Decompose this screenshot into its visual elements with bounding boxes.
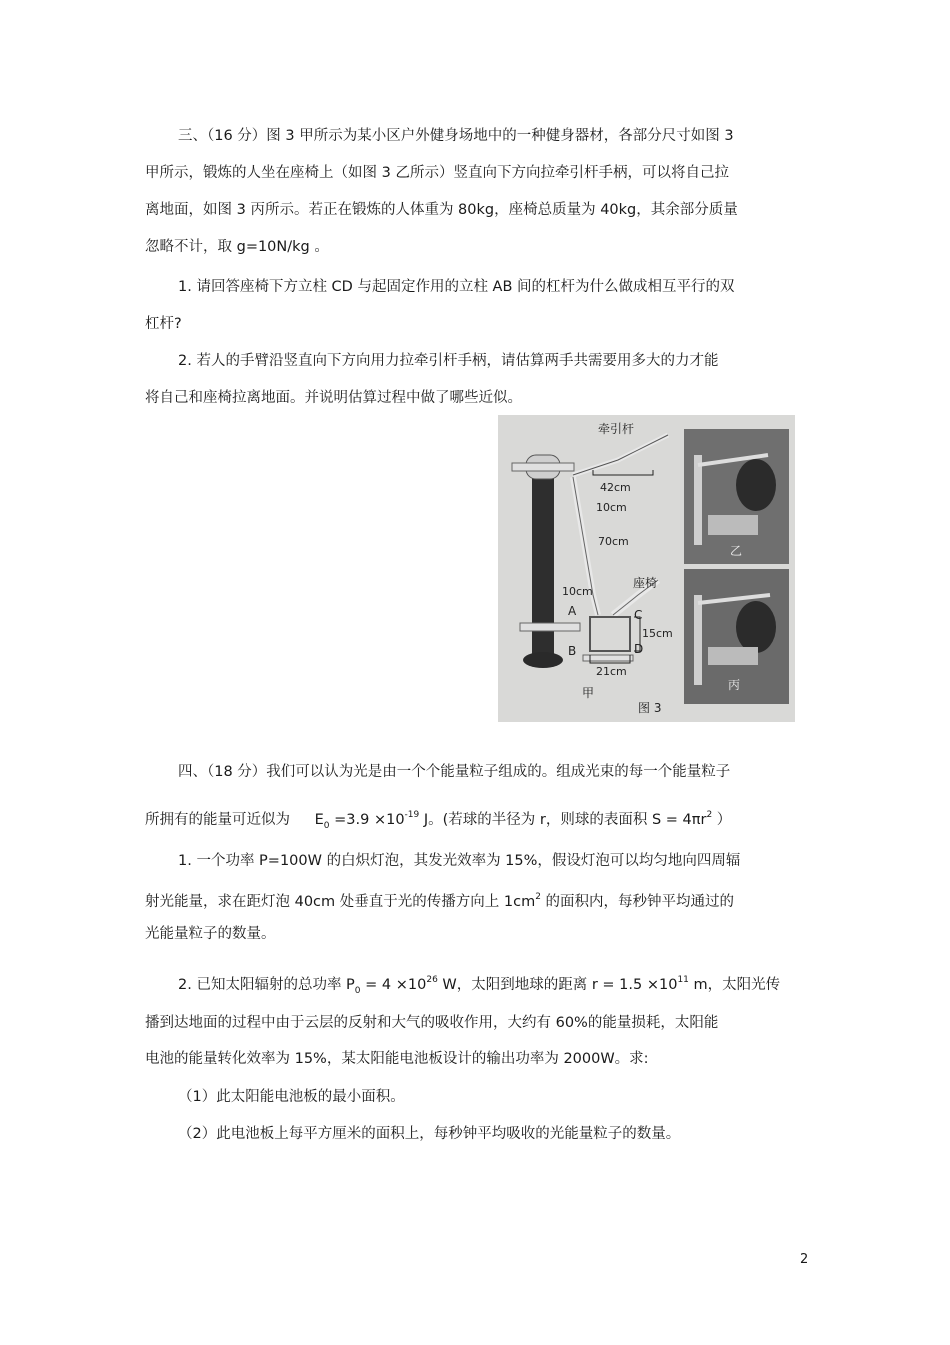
- top-bar: [512, 463, 574, 471]
- figure-caption: 图 3: [638, 701, 662, 715]
- q3-part-2-line-1: 2. 若人的手臂沿竖直向下方向用力拉牵引杆手柄，请估算两手共需要用多大的力才能: [178, 353, 719, 369]
- energy-value: =3.9 ×10: [329, 812, 405, 828]
- q4-part-1-line-1: 1. 一个功率 P=100W 的白炽灯泡，其发光效率为 15%，假设灯泡可以均匀地向四周辐: [178, 853, 741, 869]
- point-a: A: [568, 604, 577, 618]
- q4-part-1-line-2-text: 射光能量，求在距灯泡 40cm 处垂直于光的传播方向上 1cm: [145, 894, 536, 910]
- area-exponent: 2: [706, 810, 713, 820]
- pull-rod: [573, 435, 668, 475]
- label-seat: 座椅: [633, 576, 658, 590]
- power-subscript: 0: [354, 986, 361, 996]
- caption-yi: 乙: [730, 544, 743, 558]
- caption-jia: 甲: [582, 686, 595, 700]
- q4-line-2-prefix: 所拥有的能量可近似为: [145, 812, 290, 828]
- dim-10cm-top: 10cm: [596, 501, 627, 514]
- q3-line-4: 忽略不计，取 g=10N/kg 。: [145, 239, 329, 255]
- q4-line-2: [145, 805, 731, 836]
- power-exponent: 26: [426, 975, 438, 985]
- energy-symbol: E: [314, 812, 324, 828]
- post-base: [523, 652, 563, 668]
- q4-subquestion-1: （1）此太阳能电池板的最小面积。: [178, 1089, 405, 1105]
- q3-part-1-line-1: 1. 请回答座椅下方立柱 CD 与起固定作用的立柱 AB 间的杠杆为什么做成相互平行的双: [178, 279, 735, 295]
- q3-line-2: 甲所示，锻炼的人坐在座椅上（如图 3 乙所示）竖直向下方向拉牵引杆手柄，可以将自己拉: [145, 165, 729, 181]
- label-pull-rod: 牵引杆: [598, 422, 635, 436]
- q4-part-1-line-3: 光能量粒子的数量。: [145, 926, 276, 942]
- q4-part-2-prefix: 2. 已知太阳辐射的总功率 P: [178, 977, 355, 993]
- cm2-exponent: 2: [535, 892, 541, 902]
- q3-part-1-line-2: 杠杆?: [145, 316, 182, 332]
- point-b: B: [568, 644, 577, 658]
- figure-3-drawing: [498, 415, 795, 722]
- q4-part-2-line-3: 电池的能量转化效率为 15%，某太阳能电池板设计的输出功率为 2000W。求:: [145, 1051, 649, 1067]
- q4-part-2-line-1: [178, 970, 780, 1001]
- note-close: ）: [712, 812, 732, 828]
- energy-subscript: 0: [323, 821, 330, 831]
- lower-bar: [520, 623, 580, 631]
- caption-bing: 丙: [728, 678, 741, 692]
- power-value: = 4 ×10: [360, 977, 427, 993]
- dim-21cm: 21cm: [596, 665, 627, 678]
- q4-part-1-line-2: [145, 887, 734, 912]
- page-number: 2: [800, 1252, 809, 1267]
- energy-exponent: -19: [404, 810, 420, 820]
- parallel-bars: [590, 617, 630, 651]
- q4-part-2-tail: m，太阳光传: [688, 977, 781, 993]
- q3-line-1: 三、（16 分）图 3 甲所示为某小区户外健身场地中的一种健身器材，各部分尺寸如图 3: [178, 128, 734, 144]
- distance-exponent: 11: [677, 975, 689, 985]
- point-c: C: [634, 608, 643, 622]
- q3-line-3: 离地面，如图 3 丙所示。若正在锻炼的人体重为 80kg，座椅总质量为 40kg，其余部分质量: [145, 202, 738, 218]
- q4-part-1-line-2-tail: 的面积内，每秒钟平均通过的: [540, 894, 735, 910]
- dim-42cm: 42cm: [600, 481, 631, 494]
- q3-part-2-line-2: 将自己和座椅拉离地面。并说明估算过程中做了哪些近似。: [145, 390, 522, 406]
- q4-subquestion-2: （2）此电池板上每平方厘米的面积上，每秒钟平均吸收的光能量粒子的数量。: [178, 1126, 681, 1142]
- figure-3: [498, 415, 795, 722]
- dim-10cm-bottom: 10cm: [562, 585, 593, 598]
- point-d: D: [634, 642, 644, 656]
- q4-part-2-line-2: 播到达地面的过程中由于云层的反射和大气的吸收作用，大约有 60%的能量损耗，太阳能: [145, 1015, 719, 1031]
- energy-unit-note: J。(若球的半径为 r，则球的表面积 S = 4πr: [419, 812, 707, 828]
- dim-15cm: 15cm: [642, 627, 673, 640]
- q4-line-1: 四、（18 分）我们可以认为光是由一个个能量粒子组成的。组成光束的每一个能量粒子: [178, 764, 731, 780]
- distance-value: W，太阳到地球的距离 r = 1.5 ×10: [437, 977, 678, 993]
- dim-70cm: 70cm: [598, 535, 629, 548]
